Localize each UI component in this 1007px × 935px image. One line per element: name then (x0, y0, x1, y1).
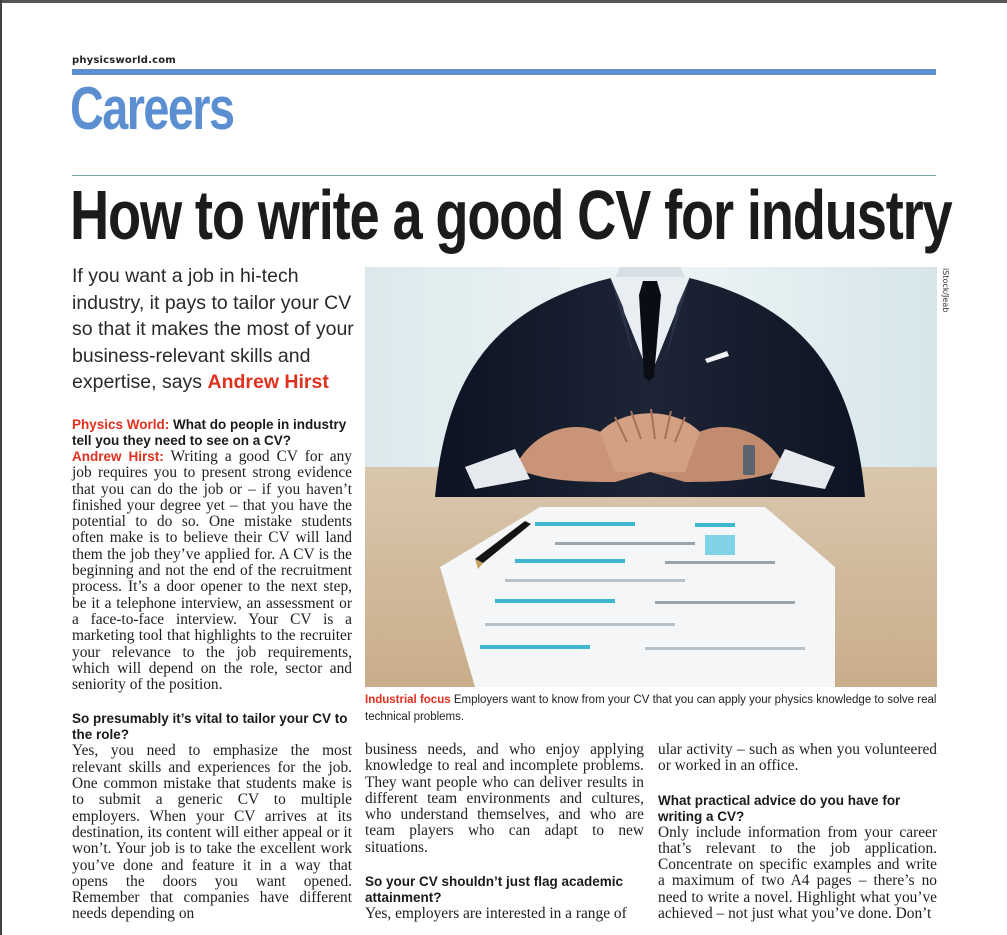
article-headline: How to write a good CV for industry (70, 176, 952, 254)
interviewer-label: Physics World: (72, 417, 170, 432)
paragraph-gap (658, 775, 937, 793)
question-1 (72, 417, 352, 449)
article-photo (365, 267, 937, 687)
photo-credit-text: iStock/Jeab (941, 268, 950, 313)
answer-1-text: Writing a good CV for any job requires you to present strong evidence that you can do the job or – if you haven’t finished your degree yet – that you have the potential to do so. One mistake students often make is to believe their CV will land them the job they’ve applied for. A CV is the beginning and not the end of the recruitment process. It’s a door opener to the next step, be it a telephone interview, an assessment or a face-to-face interview. Your CV is a marketing tool that highlights to the recruiter your relevance to the job requirements, which will depend on the role, sector and seniority of the position. (72, 448, 352, 694)
question-4: What practical advice do you have for writing a CV? (658, 792, 901, 824)
paragraph-gap (72, 693, 352, 711)
question-3: So your CV shouldn’t just flag academic attainment? (365, 874, 624, 906)
answer-2: Yes, you need to emphasize the most relevant skills and experiences for the job. One common mistake that students make is to submit a generic CV to multiple employers. When your CV arrives at its destination, its content will either appeal or it won’t. Your job is to take the excellent work you’ve done and feature it in a way that opens the doors you want opened. Remember that companies have different needs depending on (72, 742, 352, 923)
paragraph-gap (365, 856, 644, 874)
standfirst (72, 263, 362, 396)
answer-2-continued: business needs, and who enjoy applying knowledge to real and incomplete problems. They want people who can deliver results in different team environments and cultures, who understand themselves, and who are team players who can adapt to new situations. (365, 741, 644, 856)
column-3 (658, 742, 937, 922)
interviewee-label: Andrew Hirst: (72, 449, 164, 464)
question-1-text: What do people in industry tell you they need to see on a CV? (72, 417, 347, 448)
answer-3: Yes, employers are interested in a range of (365, 905, 627, 923)
photo-credit (936, 268, 952, 338)
answer-3-continued: ular activity – such as when you volunteered or worked in an office. (658, 741, 937, 775)
column-1 (72, 417, 352, 923)
standfirst-text: If you want a job in hi-tech industry, it pays to tailor your CV so that it makes the most of your business-relevant skills and expertise, says (72, 265, 354, 393)
site-url: physicsworld.com (72, 55, 176, 66)
photo-caption (365, 692, 937, 726)
answer-4: Only include information from your career that’s relevant to the job application. Concentrate on specific examples and write a maximum of two A4 pages – there’s no need to write a novel. Highlight what you’ve achieved – not just what you’ve done. Don’t (658, 823, 937, 923)
answer-1 (72, 449, 352, 693)
question-2: So presumably it’s vital to tailor your CV to the role? (72, 711, 348, 743)
caption-text: Employers want to know from your CV that you can apply your physics knowledge to solve real technical problems. (365, 694, 937, 723)
section-title: Careers (70, 75, 234, 142)
page-left-border (0, 0, 2, 935)
page-top-border (0, 0, 1007, 3)
businessman-photo (365, 267, 937, 687)
caption-lead: Industrial focus (365, 694, 451, 706)
column-2 (365, 742, 644, 922)
standfirst-author: Andrew Hirst (207, 371, 329, 393)
